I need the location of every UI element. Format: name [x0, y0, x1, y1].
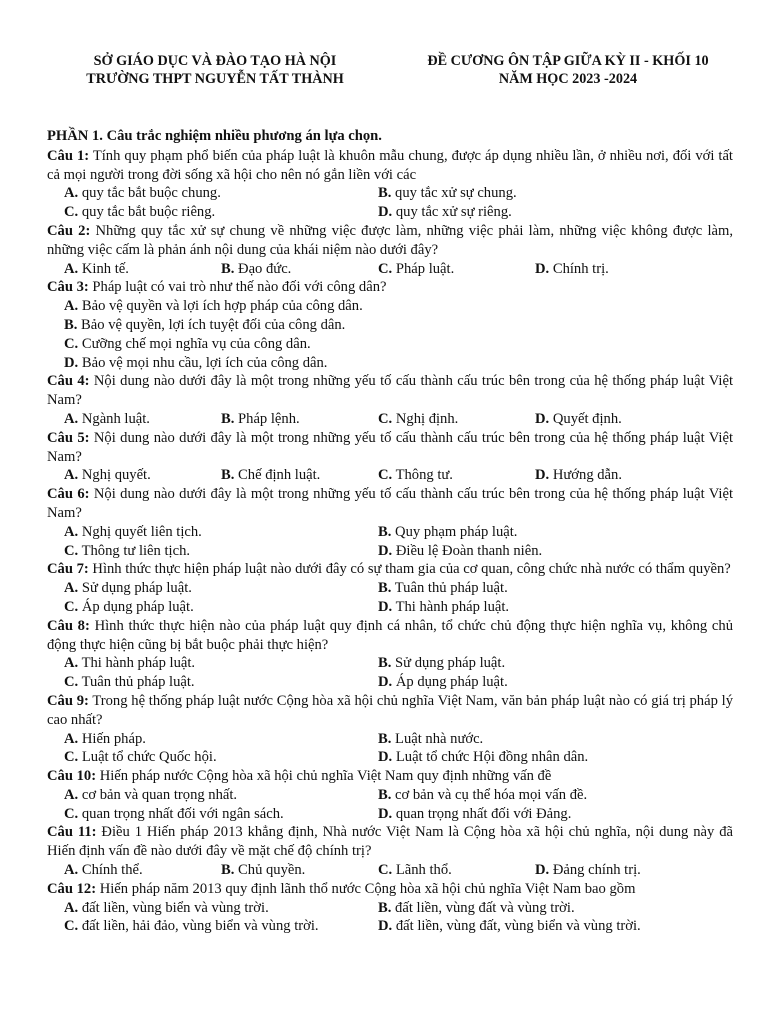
- option-row: [64, 598, 733, 617]
- question-number: Câu 7:: [47, 561, 89, 578]
- option-row: [64, 316, 733, 335]
- answer-option: [64, 316, 345, 335]
- question-number: Câu 5:: [47, 429, 90, 446]
- option-text: Áp dụng pháp luật.: [392, 674, 508, 691]
- answer-option: [64, 523, 378, 542]
- question-text: [47, 222, 733, 260]
- answer-option: [221, 410, 378, 429]
- option-label: B.: [378, 899, 392, 916]
- option-label: D.: [535, 862, 550, 879]
- option-text: Hướng dẫn.: [549, 467, 622, 484]
- answer-option: [64, 748, 378, 767]
- option-row: [64, 861, 733, 880]
- option-text: Chính thể.: [78, 862, 143, 879]
- answer-option: [64, 730, 378, 749]
- answer-option: [64, 786, 378, 805]
- answer-option: [64, 354, 327, 373]
- option-text: Thi hành pháp luật.: [392, 598, 510, 615]
- answer-option: [64, 654, 378, 673]
- option-row: [64, 466, 733, 485]
- option-text: quy tắc bắt buộc chung.: [78, 185, 221, 202]
- question-block: [47, 278, 733, 372]
- option-text: quy tắc xử sự riêng.: [392, 204, 512, 221]
- option-label: D.: [535, 260, 550, 277]
- option-row: [64, 354, 733, 373]
- option-text: Luật tổ chức Quốc hội.: [78, 749, 217, 766]
- question-stem: Tính quy phạm phổ biến của pháp luật là khuôn mẫu chung, được áp dụng nhiều lần, ở nhiều nơi, đối với tất cả mọi người trong đời sống xã hội cho nên nó gắn liền với các: [47, 147, 733, 183]
- question-number: Câu 11:: [47, 824, 97, 841]
- option-row: [64, 523, 733, 542]
- answer-options: [47, 786, 733, 824]
- option-label: D.: [378, 204, 393, 221]
- question-text: [47, 560, 733, 579]
- answer-option: [64, 335, 311, 354]
- answer-options: [47, 579, 733, 617]
- question-stem: Nội dung nào dưới đây là một trong những yếu tố cấu thành cấu trúc bên trong của hệ thống pháp luật Việt Nam?: [47, 373, 733, 409]
- answer-option: [378, 598, 692, 617]
- option-label: D.: [378, 674, 393, 691]
- answer-option: [378, 730, 692, 749]
- exam-title: ĐỀ CƯƠNG ÔN TẬP GIỮA KỲ II - KHỐI 10: [427, 53, 709, 69]
- answer-options: [47, 523, 733, 561]
- option-text: Áp dụng pháp luật.: [78, 598, 194, 615]
- question-block: [47, 560, 733, 616]
- option-label: C.: [64, 674, 79, 691]
- question-text: [47, 880, 733, 899]
- option-text: Bảo vệ quyền, lợi ích tuyệt đối của công dân.: [77, 316, 346, 333]
- option-text: quan trọng nhất đối với ngân sách.: [78, 805, 284, 822]
- school-year: NĂM HỌC 2023 -2024: [498, 71, 638, 87]
- option-text: cơ bản và quan trọng nhất.: [78, 786, 238, 803]
- option-label: D.: [378, 918, 393, 935]
- answer-option: [221, 861, 378, 880]
- answer-option: [535, 861, 692, 880]
- option-label: D.: [378, 805, 393, 822]
- option-label: C.: [378, 862, 393, 879]
- option-label: A.: [64, 467, 79, 484]
- option-text: Quy phạm pháp luật.: [391, 523, 518, 540]
- question-number: Câu 2:: [47, 222, 91, 239]
- answer-option: [64, 260, 221, 279]
- answer-option: [64, 297, 363, 316]
- answer-option: [378, 917, 692, 936]
- answer-options: [47, 410, 733, 429]
- option-row: [64, 805, 733, 824]
- answer-option: [64, 203, 378, 222]
- option-label: A.: [64, 185, 79, 202]
- option-label: D.: [64, 354, 79, 371]
- option-label: C.: [64, 542, 79, 559]
- answer-option: [378, 805, 692, 824]
- answer-option: [378, 203, 692, 222]
- part-heading: PHẦN 1. Câu trắc nghiệm nhiều phương án lựa chọn.: [47, 128, 382, 144]
- answer-option: [378, 786, 692, 805]
- option-text: cơ bản và cụ thể hóa mọi vấn đề.: [391, 786, 588, 803]
- answer-option: [64, 410, 221, 429]
- question-block: [47, 222, 733, 278]
- question-stem: Hình thức thực hiện nào của pháp luật quy định cá nhân, tổ chức chủ động thực hiện nghĩa vụ, không chủ động thực hiện cũng bị bắt buộc phải thực hiện?: [47, 617, 733, 653]
- answer-option: [64, 466, 221, 485]
- question-stem: Hiến pháp nước Cộng hòa xã hội chủ nghĩa Việt Nam quy định những vấn đề: [96, 768, 552, 785]
- answer-option: [221, 466, 378, 485]
- option-label: D.: [378, 749, 393, 766]
- option-label: C.: [64, 918, 79, 935]
- answer-option: [64, 184, 378, 203]
- answer-option: [378, 654, 692, 673]
- question-stem: Pháp luật có vai trò như thế nào đối với công dân?: [88, 279, 387, 296]
- option-label: C.: [64, 805, 79, 822]
- option-label: A.: [64, 580, 79, 597]
- option-text: đất liền, vùng biển và vùng trời.: [78, 899, 269, 916]
- option-row: [64, 260, 733, 279]
- question-stem: Những quy tắc xử sự chung về những việc được làm, những việc phải làm, những việc không được làm, những việc cấm là phản ánh nội dung của khái niệm nào dưới đây?: [47, 222, 733, 258]
- option-label: B.: [221, 862, 235, 879]
- option-row: [64, 297, 733, 316]
- answer-option: [64, 598, 378, 617]
- question-text: [47, 429, 733, 467]
- option-label: A.: [64, 298, 79, 315]
- option-label: B.: [221, 410, 235, 427]
- option-label: B.: [378, 786, 392, 803]
- answer-option: [64, 805, 378, 824]
- answer-options: [47, 184, 733, 222]
- option-row: [64, 184, 733, 203]
- option-label: D.: [378, 542, 393, 559]
- question-block: [47, 880, 733, 936]
- answer-options: [47, 260, 733, 279]
- option-text: Nghị quyết.: [78, 467, 151, 484]
- answer-option: [535, 466, 692, 485]
- question-stem: Hình thức thực hiện pháp luật nào dưới đây có sự tham gia của cơ quan, công chức nhà nước có thẩm quyền?: [88, 561, 731, 578]
- option-text: Luật tổ chức Hội đồng nhân dân.: [392, 749, 589, 766]
- option-label: C.: [378, 410, 393, 427]
- option-text: Kinh tế.: [78, 260, 129, 277]
- question-text: [47, 617, 733, 655]
- document-body: [47, 127, 733, 936]
- department-name: SỞ GIÁO DỤC VÀ ĐÀO TẠO HÀ NỘI: [93, 53, 337, 69]
- option-text: Chế định luật.: [234, 467, 321, 484]
- option-text: quy tắc bắt buộc riêng.: [78, 204, 216, 221]
- option-label: A.: [64, 655, 79, 672]
- question-block: [47, 617, 733, 692]
- question-text: [47, 767, 733, 786]
- answer-option: [64, 917, 378, 936]
- question-number: Câu 10:: [47, 768, 97, 785]
- option-text: Đảng chính trị.: [549, 862, 641, 879]
- question-block: [47, 147, 733, 222]
- option-label: A.: [64, 730, 79, 747]
- question-number: Câu 1:: [47, 147, 90, 164]
- option-text: Bảo vệ quyền và lợi ích hợp pháp của công dân.: [78, 298, 363, 315]
- question-block: [47, 485, 733, 560]
- option-text: Thông tư liên tịch.: [78, 542, 191, 559]
- option-label: C.: [378, 467, 393, 484]
- option-text: Nghị quyết liên tịch.: [78, 523, 202, 540]
- option-label: A.: [64, 260, 79, 277]
- question-number: Câu 3:: [47, 279, 89, 296]
- option-row: [64, 410, 733, 429]
- option-text: Ngành luật.: [78, 410, 150, 427]
- option-text: Pháp luật.: [392, 260, 455, 277]
- option-label: B.: [378, 523, 392, 540]
- answer-option: [378, 410, 535, 429]
- question-text: [47, 147, 733, 185]
- answer-option: [64, 861, 221, 880]
- question-stem: Nội dung nào dưới đây là một trong những yếu tố cấu thành cấu trúc bên trong của hệ thống pháp luật Việt Nam?: [47, 486, 733, 521]
- option-text: Thông tư.: [392, 467, 453, 484]
- option-row: [64, 579, 733, 598]
- option-text: quan trọng nhất đối với Đảng.: [392, 805, 572, 822]
- answer-option: [535, 410, 692, 429]
- answer-options: [47, 466, 733, 485]
- option-label: C.: [64, 335, 79, 352]
- document-header: [0, 52, 768, 92]
- exam-info: [392, 52, 744, 88]
- option-text: Nghị định.: [392, 410, 459, 427]
- option-text: Hiến pháp.: [78, 730, 146, 747]
- option-text: Điều lệ Đoàn thanh niên.: [392, 542, 543, 559]
- question-list: [47, 147, 733, 936]
- question-block: [47, 767, 733, 823]
- option-label: B.: [378, 580, 392, 597]
- question-text: [47, 372, 733, 410]
- option-label: C.: [64, 598, 79, 615]
- option-label: B.: [221, 260, 235, 277]
- answer-option: [221, 260, 378, 279]
- answer-option: [64, 899, 378, 918]
- option-text: đất liền, vùng đất và vùng trời.: [391, 899, 575, 916]
- question-stem: Trong hệ thống pháp luật nước Cộng hòa xã hội chủ nghĩa Việt Nam, văn bản pháp luật nào có giá trị pháp lý cao nhất?: [47, 692, 733, 728]
- answer-option: [64, 579, 378, 598]
- answer-options: [47, 654, 733, 692]
- question-number: Câu 9:: [47, 692, 89, 709]
- question-stem: Nội dung nào dưới đây là một trong những yếu tố cấu thành cấu trúc bên trong của hệ thống pháp luật Việt Nam?: [47, 429, 733, 465]
- option-text: Tuân thủ pháp luật.: [391, 580, 508, 597]
- question-text: [47, 692, 733, 730]
- answer-option: [378, 466, 535, 485]
- question-number: Câu 4:: [47, 373, 90, 390]
- answer-option: [378, 899, 692, 918]
- option-label: B.: [378, 655, 392, 672]
- option-text: Pháp lệnh.: [234, 410, 300, 427]
- question-block: [47, 823, 733, 879]
- option-row: [64, 673, 733, 692]
- school-info: [50, 52, 380, 88]
- option-row: [64, 748, 733, 767]
- question-text: [47, 278, 733, 297]
- question-block: [47, 372, 733, 428]
- option-row: [64, 203, 733, 222]
- answer-option: [535, 260, 692, 279]
- option-label: B.: [64, 316, 78, 333]
- answer-options: [47, 899, 733, 937]
- option-text: Tuân thủ pháp luật.: [78, 674, 195, 691]
- option-text: Sử dụng pháp luật.: [78, 580, 192, 597]
- option-label: A.: [64, 899, 79, 916]
- answer-options: [47, 861, 733, 880]
- question-number: Câu 8:: [47, 617, 90, 634]
- option-label: D.: [378, 598, 393, 615]
- answer-option: [378, 542, 692, 561]
- answer-option: [64, 542, 378, 561]
- answer-option: [378, 748, 692, 767]
- option-text: Cưỡng chế mọi nghĩa vụ của công dân.: [78, 335, 311, 352]
- option-text: Bảo vệ mọi nhu cầu, lợi ích của công dân.: [78, 354, 328, 371]
- question-block: [47, 429, 733, 485]
- answer-option: [378, 260, 535, 279]
- option-label: A.: [64, 786, 79, 803]
- answer-option: [378, 523, 692, 542]
- option-text: đất liền, vùng đất, vùng biển và vùng trời.: [392, 918, 641, 935]
- answer-options: [47, 297, 733, 372]
- option-row: [64, 786, 733, 805]
- option-label: A.: [64, 862, 79, 879]
- answer-option: [64, 673, 378, 692]
- option-text: Quyết định.: [549, 410, 622, 427]
- option-text: Thi hành pháp luật.: [78, 655, 196, 672]
- option-label: A.: [64, 523, 79, 540]
- question-stem: Điều 1 Hiến pháp 2013 khẳng định, Nhà nước Việt Nam là Cộng hòa xã hội chủ nghĩa, nội dung này đã Hiến định vấn đề nào dưới đây về mặt chế độ chính trị?: [47, 824, 733, 860]
- option-text: quy tắc xử sự chung.: [391, 185, 517, 202]
- option-row: [64, 899, 733, 918]
- answer-option: [378, 579, 692, 598]
- option-label: D.: [535, 467, 550, 484]
- option-row: [64, 917, 733, 936]
- answer-options: [47, 730, 733, 768]
- option-text: Chính trị.: [549, 260, 609, 277]
- answer-option: [378, 673, 692, 692]
- question-number: Câu 6:: [47, 486, 90, 503]
- option-label: C.: [64, 204, 79, 221]
- option-row: [64, 335, 733, 354]
- option-text: Chủ quyền.: [234, 862, 306, 879]
- option-row: [64, 730, 733, 749]
- option-row: [64, 654, 733, 673]
- option-text: Đạo đức.: [234, 260, 292, 277]
- answer-option: [378, 861, 535, 880]
- option-label: C.: [64, 749, 79, 766]
- option-text: Sử dụng pháp luật.: [391, 655, 506, 672]
- option-text: đất liền, hải đảo, vùng biển và vùng trời.: [78, 918, 319, 935]
- option-label: B.: [221, 467, 235, 484]
- question-stem: Hiến pháp năm 2013 quy định lãnh thổ nước Cộng hòa xã hội chủ nghĩa Việt Nam bao gồm: [96, 880, 636, 897]
- option-text: Lãnh thổ.: [392, 862, 452, 879]
- question-number: Câu 12:: [47, 880, 97, 897]
- option-label: C.: [378, 260, 393, 277]
- question-block: [47, 692, 733, 767]
- option-label: B.: [378, 185, 392, 202]
- answer-option: [378, 184, 692, 203]
- option-label: D.: [535, 410, 550, 427]
- question-text: [47, 823, 733, 861]
- option-row: [64, 542, 733, 561]
- school-name: TRƯỜNG THPT NGUYỄN TẤT THÀNH: [86, 71, 344, 87]
- question-text: [47, 485, 733, 523]
- option-label: A.: [64, 410, 79, 427]
- option-label: B.: [378, 730, 392, 747]
- option-text: Luật nhà nước.: [391, 730, 484, 747]
